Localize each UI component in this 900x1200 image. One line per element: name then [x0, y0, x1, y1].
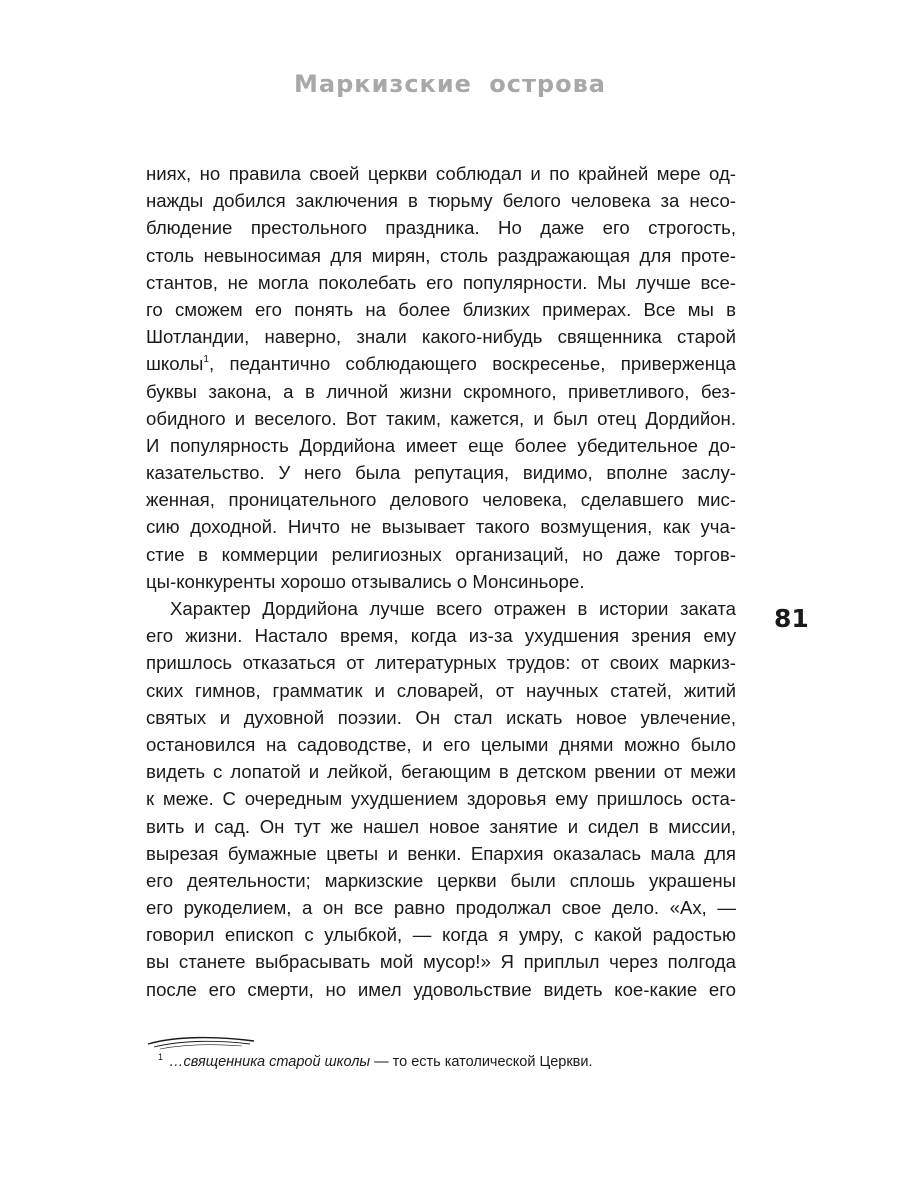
- text-line: ских гимнов, грамматик и словарей, от научных статей, житий: [146, 679, 736, 701]
- text-line: остановился на садоводстве, и его целыми днями можно было: [146, 733, 736, 755]
- text-line: сию доходной. Ничто не вызывает такого возмущения, как уча-: [146, 516, 736, 538]
- text-line: столь невыносимая для мирян, столь раздражающая для проте-: [146, 244, 736, 266]
- text-fragment: школы: [146, 353, 204, 375]
- text-line: женная, проницательного делового человека, сделавшего мис-: [146, 489, 736, 511]
- text-line: буквы закона, а в личной жизни скромного, приветливого, без-: [146, 380, 736, 402]
- text-line: вырезая бумажные цветы и венки. Епархия оказалась мала для: [146, 842, 736, 864]
- footnote-reference: 1: [203, 354, 209, 366]
- text-line: Шотландии, наверно, знали какого-нибудь священника старой: [146, 326, 736, 348]
- footnote-text: — то есть католической Церкви.: [370, 1054, 593, 1070]
- text-line: его жизни. Настало время, когда из-за ухудшения зрения ему: [146, 625, 736, 647]
- text-line: вы станете выбрасывать мой мусор!» Я приплыл через полгода: [146, 951, 736, 973]
- text-line: го сможем его понять на более близких примерах. Все мы в: [146, 298, 736, 320]
- page-number: 81: [774, 604, 809, 633]
- body-text: [146, 160, 736, 1003]
- text-line: говорил епископ с улыбкой, — когда я умру, с какой радостью: [146, 924, 736, 946]
- text-line-with-footnote: [146, 350, 736, 377]
- text-line: блюдение престольного праздника. Но даже его строгость,: [146, 217, 736, 239]
- text-line: его рукоделием, а он все равно продолжал свое дело. «Ах, —: [146, 897, 736, 919]
- text-line: святых и духовной поэзии. Он стал искать новое увлечение,: [146, 706, 736, 728]
- text-line: видеть с лопатой и лейкой, бегающим в детском рвении от межи: [146, 761, 736, 783]
- running-head-title: Маркизские острова: [294, 70, 606, 98]
- text-line: обидного и веселого. Вот таким, кажется, и был отец Дордийон.: [146, 407, 736, 429]
- text-line: ниях, но правила своей церкви соблюдал и по крайней мере од-: [146, 163, 736, 184]
- footnote: [158, 1054, 593, 1070]
- text-line: после его смерти, но имел удовольствие видеть кое-какие его: [146, 978, 736, 1000]
- footnote-italic-text: …священника старой школы: [169, 1054, 371, 1070]
- text-line: вить и сад. Он тут же нашел новое занятие и сидел в миссии,: [146, 815, 736, 837]
- text-line: цы-конкуренты хорошо отзывались о Монсиньоре.: [146, 570, 585, 592]
- text-line: казательство. У него была репутация, видимо, вполне заслу-: [146, 462, 736, 484]
- text-line: его деятельности; маркизские церкви были сплошь украшены: [146, 869, 736, 891]
- text-line: И популярность Дордийона имеет еще более убедительное до-: [146, 434, 736, 456]
- text-line: Характер Дордийона лучше всего отражен в истории заката: [170, 598, 736, 619]
- text-line: стантов, не могла поколебать его популярности. Мы лучше все-: [146, 271, 736, 293]
- text-line: нажды добился заключения в тюрьму белого человека за несо-: [146, 190, 736, 212]
- text-fragment: , педантично соблюдающего воскресенье, приверженца: [208, 353, 736, 375]
- footnote-separator-flourish: [146, 1032, 256, 1052]
- footnote-marker: 1: [158, 1052, 164, 1062]
- text-line: пришлось отказаться от литературных трудов: от своих маркиз-: [146, 652, 736, 674]
- text-line: к меже. С очередным ухудшением здоровья ему пришлось оста-: [146, 788, 736, 810]
- text-line: стие в коммерции религиозных организаций, но даже торгов-: [146, 543, 736, 565]
